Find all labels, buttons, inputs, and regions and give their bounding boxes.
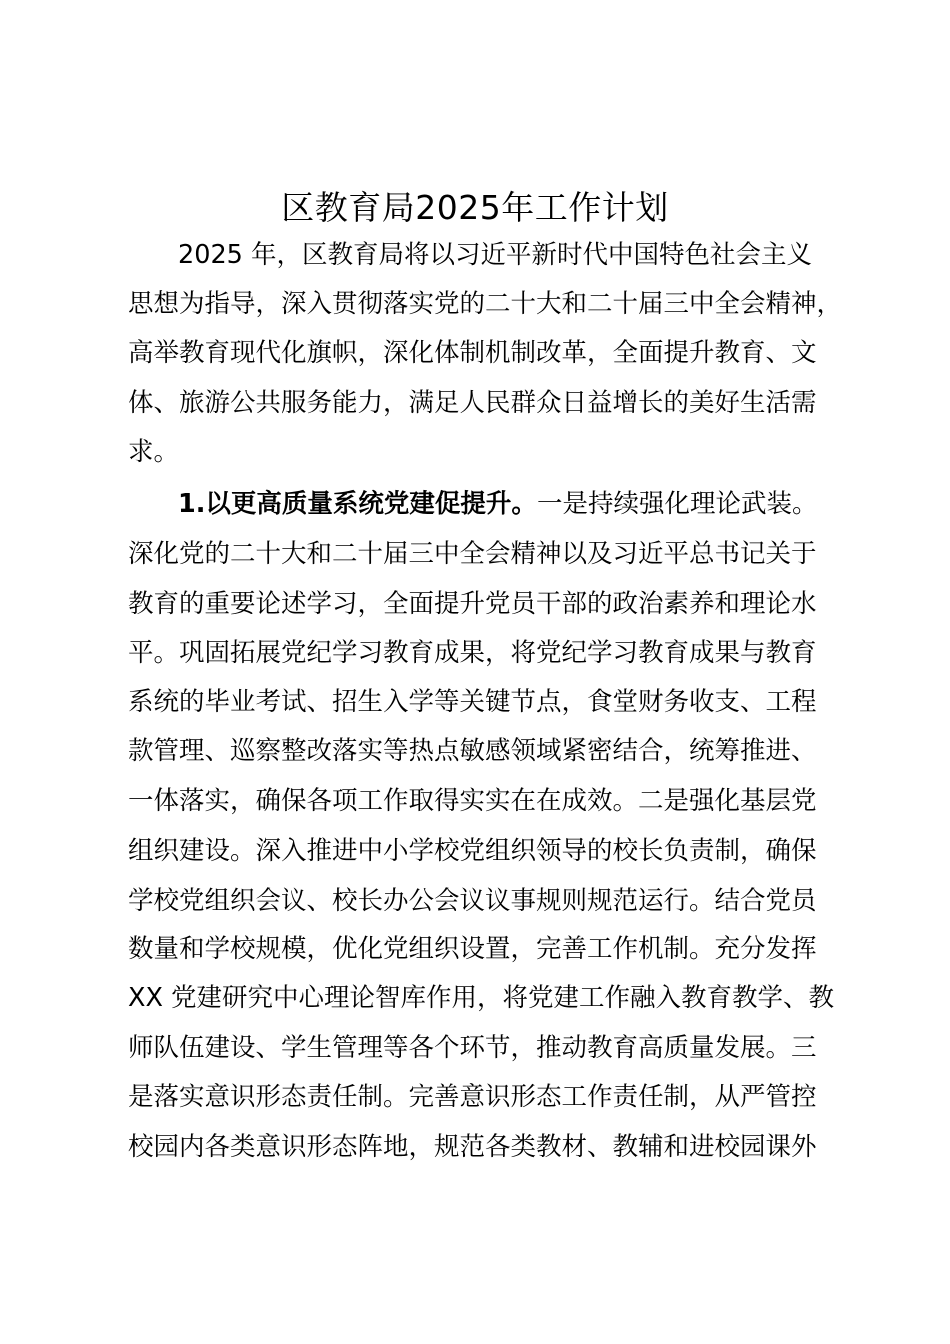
- section1-line: 平。巩固拓展党纪学习教育成果，将党纪学习教育成果与教育: [128, 638, 817, 668]
- section1-first-line-rest: 一是持续强化理论武装。: [536, 489, 818, 519]
- section1-first-line: [178, 480, 817, 529]
- section1-line: 数量和学校规模，优化党组织设置，完善工作机制。充分发挥: [128, 934, 817, 964]
- section1-line: 校园内各类意识形态阵地，规范各类教材、教辅和进校园课外: [128, 1132, 817, 1162]
- intro-line-5: 求。: [128, 437, 180, 467]
- intro-line-2: 思想为指导，深入贯彻落实党的二十大和二十届三中全会精神，: [128, 289, 843, 319]
- section1-line: 系统的毕业考试、招生入学等关键节点，食堂财务收支、工程: [128, 687, 817, 717]
- intro-line-3: 高举教育现代化旗帜，深化体制机制改革，全面提升教育、文: [128, 338, 817, 368]
- section1-line: 款管理、巡察整改落实等热点敏感领域紧密结合，统筹推进、: [128, 736, 817, 766]
- section1-line: 是落实意识形态责任制。完善意识形态工作责任制，从严管控: [128, 1082, 817, 1112]
- document-title: 区教育局2025年工作计划: [281, 188, 669, 227]
- section1-line: 师队伍建设、学生管理等各个环节，推动教育高质量发展。三: [128, 1033, 817, 1063]
- section1-line: XX 党建研究中心理论智库作用，将党建工作融入教育教学、教: [128, 983, 835, 1013]
- section1-heading: 1.以更高质量系统党建促提升。: [178, 489, 537, 519]
- section1-line: 组织建设。深入推进中小学校党组织领导的校长负责制，确保: [128, 836, 817, 866]
- intro-line-4: 体、旅游公共服务能力，满足人民群众日益增长的美好生活需: [128, 388, 817, 418]
- intro-line-1: 2025 年，区教育局将以习近平新时代中国特色社会主义: [178, 240, 813, 270]
- section1-line: 一体落实，确保各项工作取得实实在在成效。二是强化基层党: [128, 786, 817, 816]
- section1-line: 深化党的二十大和二十届三中全会精神以及习近平总书记关于: [128, 539, 817, 569]
- section1-line: 教育的重要论述学习，全面提升党员干部的政治素养和理论水: [128, 589, 817, 619]
- section1-line: 学校党组织会议、校长办公会议议事规则规范运行。结合党员: [128, 886, 817, 916]
